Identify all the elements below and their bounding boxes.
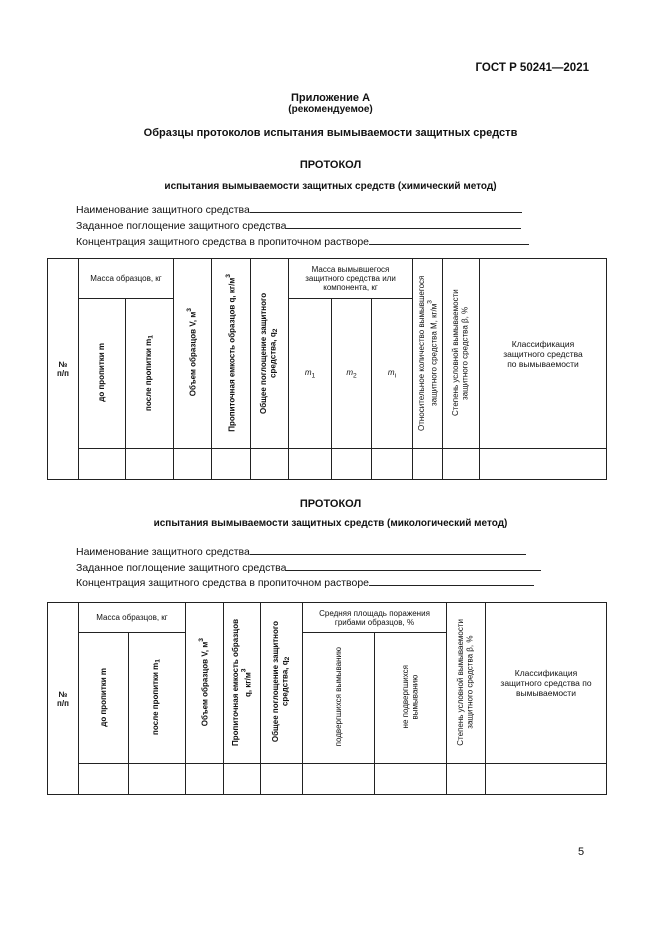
m2-header: $m_2$ [332,299,372,449]
page-number: 5 [578,846,585,858]
appendix-title: Приложение А [290,92,371,104]
degree-header: Степень условной вымываемости защитного средства β, % [447,603,486,764]
protocol1-table [47,258,607,480]
protocol1-field-absorption: Заданное поглощение защитного средства [76,219,521,232]
after-impregnation-header: после пропитки $m_1$ [129,633,186,764]
table-cell [174,449,212,480]
table-cell [486,764,607,795]
table-cell [261,764,303,795]
before-impregnation-header: до пропитки m [79,633,129,764]
appendix-heading: Образцы протоколов испытания вымываемости защитных средств [143,127,518,139]
protocol1-title: ПРОТОКОЛ [299,159,362,171]
table-cell [251,449,289,480]
after-impregnation-header: после пропитки $m_1$ [126,299,174,449]
table-cell [186,764,224,795]
absorption-header: Общее поглощение защитного средства, $q_2$ [251,259,289,449]
volume-header: Объем образцов V, $м^3$ [186,603,224,764]
capacity-header: Пропиточная емкость образцов q, $кг/м^3$ [224,603,261,764]
table-cell [129,764,186,795]
relative-amount-header: Относительное количество вымывшегося защитного средства M, $кг/м^3$ [413,259,443,449]
table-cell [447,764,486,795]
table-cell [372,449,413,480]
table-cell [289,449,332,480]
protocol1-field-concentration: Концентрация защитного средства в пропиточном растворе [76,235,529,248]
table-cell [126,449,174,480]
protocol2-field-concentration: Концентрация защитного средства в пропиточном растворе [76,576,534,589]
table-cell [79,764,129,795]
table-cell [413,449,443,480]
protocol1-field-name: Наименование защитного средства [76,203,522,216]
mi-header: $m_i$ [372,299,413,449]
capacity-header: Пропиточная емкость образцов q, $кг/м^3$ [212,259,251,449]
table-cell [303,764,375,795]
mass-group-header: Масса образцов, кг [79,603,186,633]
absorption-header: Общее поглощение защитного средства, $q_2$ [261,603,303,764]
m1-header: $m_1$ [289,299,332,449]
protocol2-field-name: Наименование защитного средства [76,545,526,558]
table-cell [224,764,261,795]
table-cell [480,449,607,480]
standard-code: ГОСТ Р 50241—2021 [475,62,589,74]
table-cell [332,449,372,480]
protocol2-table [47,602,607,795]
protocol2-field-absorption: Заданное поглощение защитного средства [76,561,541,574]
classification-header: Классификация защитного средства по вымываемости [480,259,607,449]
table-cell [212,449,251,480]
table-cell [443,449,480,480]
col-number-header: № п/п [48,603,79,795]
washed-header: подвергшихся вымыванию [303,633,375,764]
protocol2-title: ПРОТОКОЛ [299,498,362,510]
degree-header: Степень условной вымываемости защитного средства β, % [443,259,480,449]
appendix-subtitle: (рекомендуемое) [288,104,373,115]
volume-header: Объем образцов V, $м^3$ [174,259,212,449]
table-cell [79,449,126,480]
not-washed-header: не подвергшихся вымыванию [375,633,447,764]
before-impregnation-header: до пропитки m [79,299,126,449]
mass-group-header: Масса образцов, кг [79,259,174,299]
col-number-header: № п/п [48,259,79,480]
classification-header: Классификация защитного средства по вымываемости [486,603,607,764]
protocol2-subtitle: испытания вымываемости защитных средств (микологический метод) [153,518,508,529]
table-cell [375,764,447,795]
protocol1-subtitle: испытания вымываемости защитных средств (химический метод) [164,181,497,192]
washed-group-header: Масса вымывшегося защитного средства или компонента, кг [289,259,413,299]
damage-group-header: Средняя площадь поражения грибами образцов, % [303,603,447,633]
